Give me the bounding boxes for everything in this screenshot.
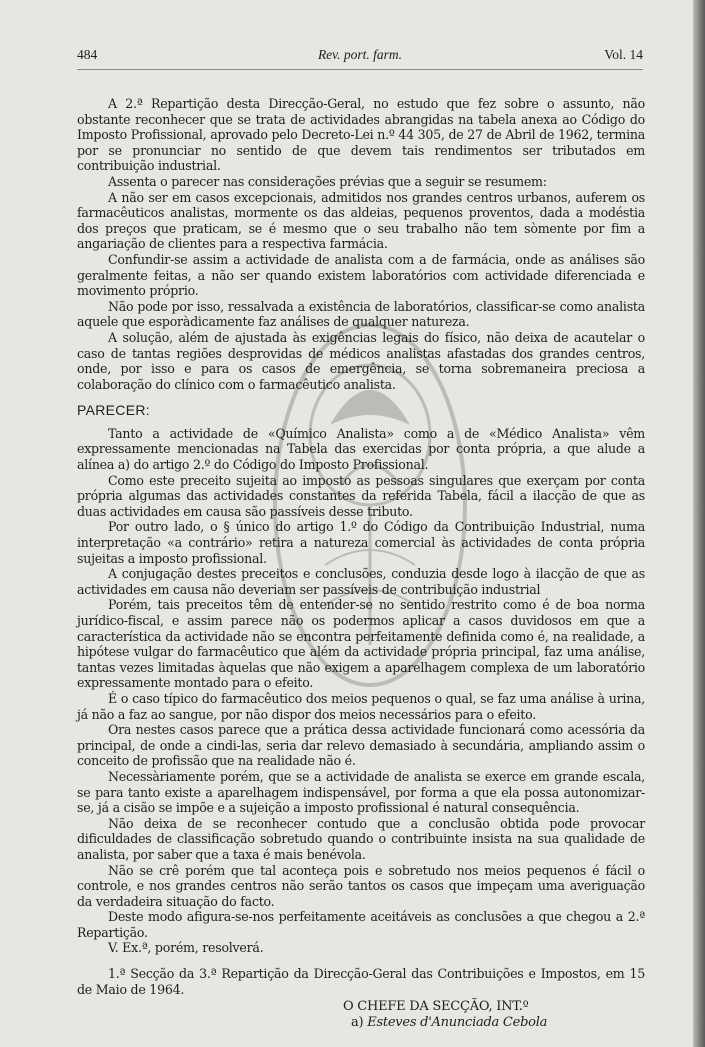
running-header bbox=[77, 47, 643, 65]
paragraph: Não pode por isso, ressalvada a existência de laboratórios, classificar-se como analista aquele que esporàdicamente faz análises de qualquer natureza. bbox=[77, 298, 645, 330]
parecer-paragraph: Deste modo afigura-se-nos perfeitamente aceitáveis as conclusões a que chegou a 2.ª Repartição. bbox=[77, 909, 645, 940]
parecer-paragraph: Não deixa de se reconhecer contudo que a conclusão obtida pode provocar dificuldades de classificação sobretudo quando o contribuinte insista na sua qualidade de analista, por saber que a taxa é mais benévola. bbox=[77, 815, 645, 862]
article-body bbox=[77, 96, 645, 1031]
header-rule bbox=[77, 69, 643, 70]
parecer-paragraph: Necessàriamente porém, que se a actividade de analista se exerce em grande escala, se para tanto existe a aparelhagem indispensável, por forma a que ela possa autonomizar-se, já a cisão se impõe e a sujeição a imposto profissional é natural consequência. bbox=[77, 768, 645, 816]
signature-block bbox=[77, 999, 645, 1031]
parecer-paragraph: Tanto a actividade de «Químico Analista» como a de «Médico Analista» vêm expressamente mencionadas na Tabela das exercidas por conta própria, a que alude a alínea a) do artigo 2.º do Código do Imposto Profissional. bbox=[77, 425, 645, 473]
signature-name-line bbox=[343, 1015, 645, 1031]
signature-name: Esteves d'Anunciada Cebola bbox=[367, 1015, 548, 1031]
parecer-paragraph: A conjugação destes preceitos e conclusões, conduzia desde logo à ilacção de que as actividades em causa não deveriam ser passíveis de contribuição industrial bbox=[77, 566, 645, 597]
parecer-paragraph: Como este preceito sujeita ao imposto as pessoas singulares que exerçam por conta própria algumas das actividades constantes da referida Tabela, fácil a ilacção de que as duas actividades em causa são passíveis desse tributo. bbox=[77, 472, 645, 519]
book-spine-shadow bbox=[693, 0, 705, 1047]
parecer-paragraph: Ora nestes casos parece que a prática dessa actividade funcionará como acessória da principal, de onde a cindi-las, seria dar relevo demasiado à secundária, ampliando assim o conceito de profissão que na realidade não é. bbox=[77, 722, 645, 769]
journal-title: Rev. port. farm. bbox=[317, 47, 403, 62]
signature-prefix: a) bbox=[351, 1015, 364, 1031]
section-heading: PARECER: bbox=[77, 402, 150, 419]
paragraph: A 2.ª Repartição desta Direcção-Geral, no estudo que fez sobre o assunto, não obstante reconhecer que se trata de actividades abrangidas na tabela anexa ao Código do Imposto Profissional, aprovado pelo Decreto-Lei n.º 44 305, de 27 de Abril de 1962, termina por se pronunciar no sentido de que devem tais rendimentos ser tributados em contribuição industrial. bbox=[77, 96, 645, 174]
volume-label: Vol. 14 bbox=[604, 47, 643, 62]
parecer-paragraph: Por outro lado, o § único do artigo 1.º do Código da Contribuição Industrial, numa interpretação «a contrário» retira a natureza comercial às actividades de conta própria sujeitas a imposto profissional. bbox=[77, 519, 645, 566]
paragraph: Confundir-se assim a actividade de analista com a de farmácia, onde as análises são geralmente feitas, a não ser quando existem laboratórios com actividade diferenciada e movimento próprio. bbox=[77, 251, 645, 299]
parecer-paragraph: Porém, tais preceitos têm de entender-se no sentido restrito como é de boa norma jurídico-fiscal, e assim parece não os podermos aplicar a casos duvidosos em que a característica da actividade não se encontra perfeitamente definida como é, na realidade, a hipótese vulgar do farmacêutico que além da actividade própria principal, faz uma análise, tantas vezes limitadas àquelas que não exigem a aparelhagem complexa de um laboratório expressamente montado para o efeito. bbox=[77, 597, 645, 691]
closing-line: 1.ª Secção da 3.ª Repartição da Direcção-Geral das Contribuições e Impostos, em 15 de Maio de 1964. bbox=[77, 966, 645, 997]
parecer-paragraph: Não se crê porém que tal aconteça pois e sobretudo nos meios pequenos é fácil o controle, e nos grandes centros não serão tantos os casos que impeçam uma averiguação da verdadeira situação do facto. bbox=[77, 862, 645, 909]
parecer-paragraph: É o caso típico do farmacêutico dos meios pequenos o qual, se faz uma análise à urina, já não a faz ao sangue, por não dispor dos meios necessários para o efeito. bbox=[77, 690, 645, 722]
signature-title: O CHEFE DA SECÇÃO, INT.º bbox=[343, 999, 529, 1015]
paragraph: Assenta o parecer nas considerações prévias que a seguir se resumem: bbox=[108, 173, 547, 189]
paragraph: A não ser em casos excepcionais, admitidos nos grandes centros urbanos, auferem os farmacêuticos analistas, mormente os das aldeias, pequenos proventos, dada a modéstia dos preços que praticam, se é mesmo que o seu trabalho não tem sòmente por fim a angariação de clientes para a respectiva farmácia. bbox=[77, 189, 645, 252]
page-number: 484 bbox=[77, 47, 98, 62]
paragraph: A solução, além de ajustada às exigências legais do físico, não deixa de acautelar o caso de tantas regiões desprovidas de médicos analistas afastadas dos grandes centros, onde, por isso e para os casos de emergência, se torna sobremaneira preciosa a colaboração do clínico com o farmacêutico analista. bbox=[77, 329, 645, 392]
parecer-paragraph: V. Ex.ª, porém, resolverá. bbox=[108, 940, 264, 956]
